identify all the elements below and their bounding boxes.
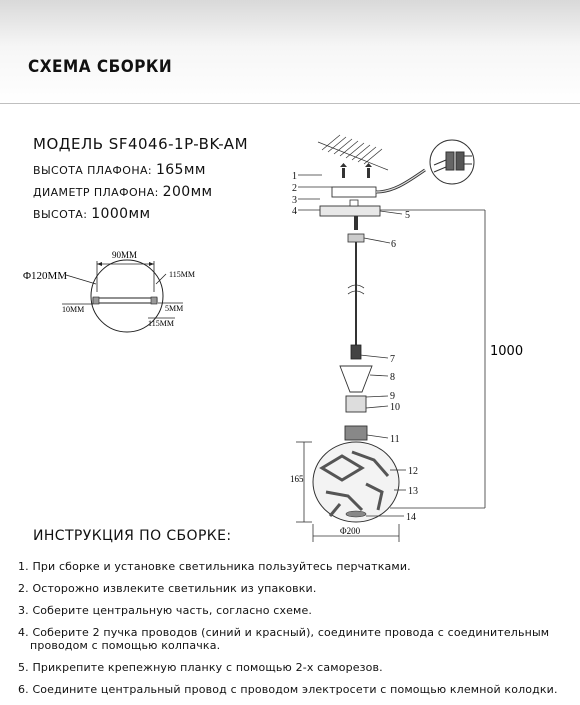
model-value: SF4046-1P-BK-AM xyxy=(108,135,249,153)
callout-1: 1 xyxy=(292,171,297,182)
shade-diameter-label: ДИАМЕТР ПЛАФОНА: xyxy=(33,186,159,199)
instruction-steps xyxy=(18,560,573,705)
shade-height-value: 165мм xyxy=(155,162,206,178)
coupling-nut xyxy=(348,234,364,242)
canopy xyxy=(320,206,380,216)
shade-diameter-line xyxy=(33,184,213,200)
height-value: 1000мм xyxy=(91,206,151,222)
page-title: СХЕМА СБОРКИ xyxy=(28,57,173,77)
header-band xyxy=(0,0,580,104)
instruction-step: 4. Соберите 2 пучка проводов (синий и красный), соедините провода с соединительным проводом с помощью колпачка. xyxy=(18,626,550,652)
lamp-socket xyxy=(345,426,367,440)
mains-wire xyxy=(376,170,425,192)
dim-165: 165 xyxy=(290,474,304,484)
instruction-step: 6. Соедините центральный провод с проводом электросети с помощью клемной колодки. xyxy=(18,683,558,696)
dim-200: Φ200 xyxy=(340,526,361,536)
callout-8: 8 xyxy=(390,372,395,383)
callout-14: 14 xyxy=(406,512,416,523)
socket-ring xyxy=(346,396,366,412)
ceiling-hatch xyxy=(318,135,388,170)
shade-height-line xyxy=(33,162,206,178)
height-label: ВЫСОТА: xyxy=(33,208,88,221)
header-divider xyxy=(0,103,580,104)
assembly-diagram xyxy=(270,130,570,550)
dim-115a: 115MM xyxy=(169,270,195,279)
cable-grip xyxy=(351,345,361,359)
mount-plate-diagram xyxy=(0,240,220,340)
instruction-step: 5. Прикрепите крепежную планку с помощью 2-х саморезов. xyxy=(18,661,383,674)
dim-5: 5MM xyxy=(165,304,184,313)
instructions-title: ИНСТРУКЦИЯ ПО СБОРКЕ: xyxy=(33,528,232,544)
callout-13: 13 xyxy=(408,486,418,497)
height-line xyxy=(33,206,150,222)
shade-diameter-value: 200мм xyxy=(162,184,213,200)
instruction-step: 1. При сборке и установке светильника пользуйтесь перчатками. xyxy=(18,560,411,573)
mount-bar xyxy=(93,298,157,303)
mounting-bracket xyxy=(332,187,376,197)
callout-12: 12 xyxy=(408,466,418,477)
dim-90: 90MM xyxy=(112,250,138,260)
dim-1000: 1000 xyxy=(490,344,524,359)
callout-7: 7 xyxy=(390,354,395,365)
mount-screw-right xyxy=(151,297,157,304)
mount-screw-left xyxy=(93,297,99,304)
callout-11: 11 xyxy=(390,434,400,445)
callout-6: 6 xyxy=(391,239,396,250)
instruction-step: 3. Соберите центральную часть, согласно схеме. xyxy=(18,604,313,617)
callout-4: 4 xyxy=(292,206,297,217)
holder-cup xyxy=(340,366,372,392)
callout-5: 5 xyxy=(405,210,410,221)
dim-10: 10MM xyxy=(62,305,85,314)
instruction-step: 2. Осторожно извлеките светильник из упаковки. xyxy=(18,582,317,595)
callout-2: 2 xyxy=(292,183,297,194)
callout-9: 9 xyxy=(390,391,395,402)
callout-3: 3 xyxy=(292,195,297,206)
model-label: МОДЕЛЬ xyxy=(33,135,104,153)
shade-height-label: ВЫСОТА ПЛАФОНА: xyxy=(33,164,153,177)
callout-10: 10 xyxy=(390,402,400,413)
model-line xyxy=(33,135,248,153)
screws-icon xyxy=(340,163,372,178)
dim-115b: 115MM xyxy=(148,319,174,328)
dim-120: Φ120MM xyxy=(23,270,68,282)
